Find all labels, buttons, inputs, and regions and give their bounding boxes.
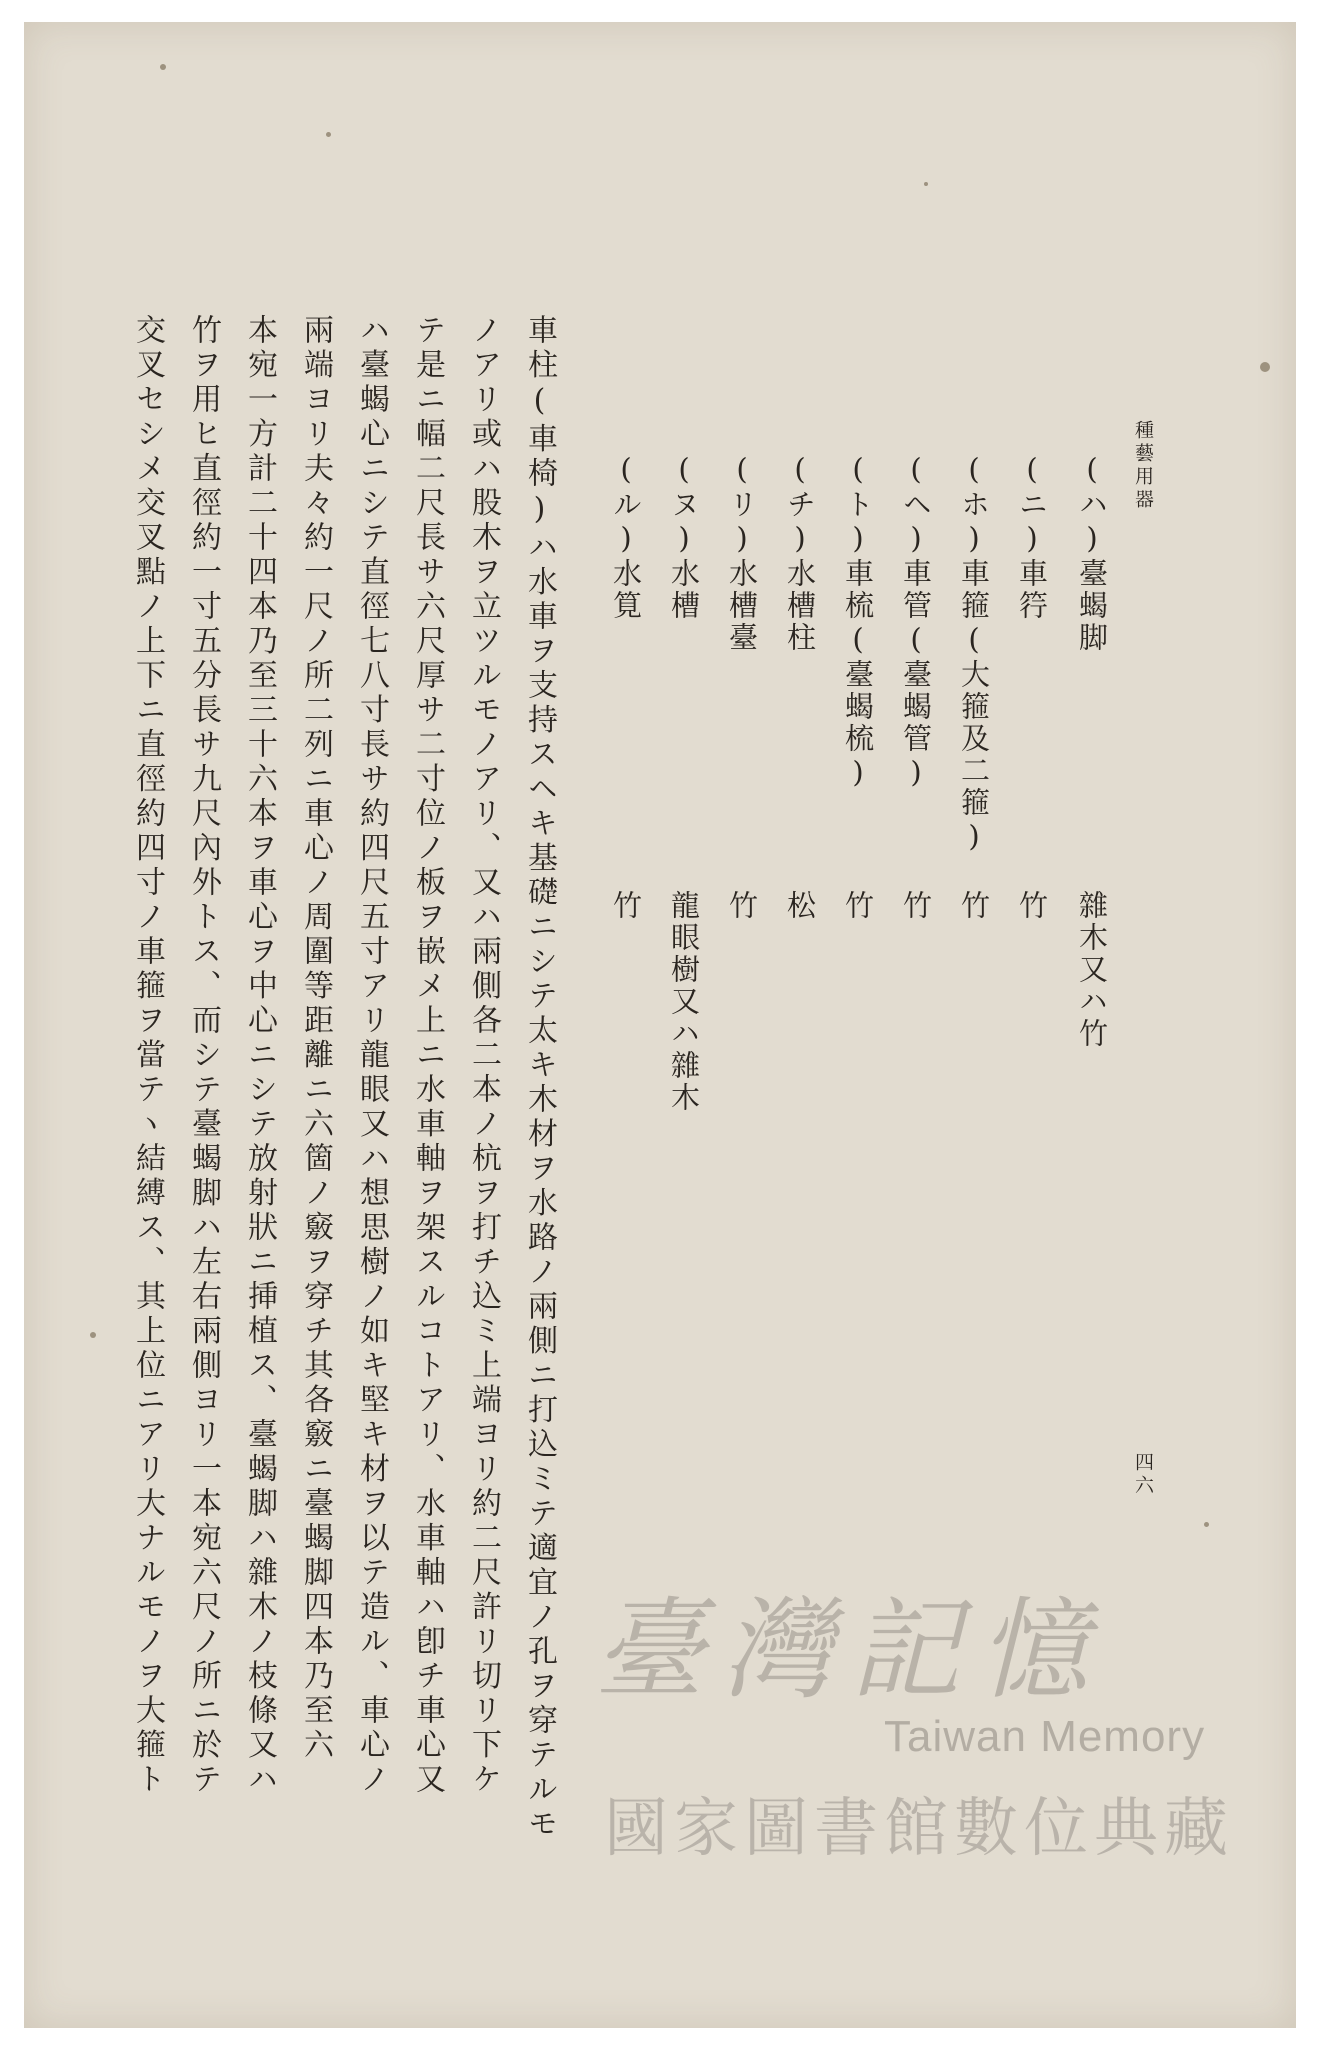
item-material: 竹 — [725, 890, 759, 922]
document-page — [24, 22, 1296, 2028]
item-name: (ホ)車箍(大箍及二箍) — [957, 452, 991, 856]
body-line: 竹ヲ用ヒ直徑約一寸五分長サ九尺內外トス、而シテ臺蝎脚ハ左右兩側ヨリ一本宛六尺ノ所ニ於テ — [186, 314, 221, 1798]
item-material: 雜木又ハ竹 — [1075, 890, 1109, 1050]
paper-speck — [924, 182, 928, 186]
body-line: ノアリ或ハ股木ヲ立ツルモノアリ、又ハ兩側各二本ノ杭ヲ打チ込ミ上端ヨリ約二尺許リ切リ下ケ — [466, 314, 501, 1798]
body-line: テ是ニ幅二尺長サ六尺厚サ二寸位ノ板ヲ嵌メ上ニ水車軸ヲ架スルコトアリ、水車軸ハ卽チ車心又 — [410, 314, 445, 1798]
item-name: (ト)車梳(臺蝎梳) — [841, 452, 875, 792]
item-material: 龍眼樹又ハ雜木 — [667, 890, 701, 1114]
body-line: 車柱(車椅)ハ水車ヲ支持スヘキ基礎ニシテ太キ木材ヲ水路ノ兩側ニ打込ミテ適宜ノ孔ヲ穿テルモ — [522, 314, 557, 1842]
paper-speck — [326, 132, 331, 137]
item-name: (チ)水槽柱 — [783, 452, 817, 654]
watermark — [584, 1562, 1284, 1892]
body-line: 本宛一方計二十四本乃至三十六本ヲ車心ヲ中心ニシテ放射狀ニ挿植ス、臺蝎脚ハ雜木ノ枝條又ハ — [242, 314, 277, 1798]
item-material: 竹 — [841, 890, 875, 922]
item-material: 竹 — [899, 890, 933, 922]
paper-speck — [1260, 362, 1270, 372]
paper-speck — [90, 1332, 96, 1338]
body-line: 兩端ヨリ夫々約一尺ノ所二列ニ車心ノ周圍等距離ニ六箇ノ竅ヲ穿チ其各竅ニ臺蝎脚四本乃至六 — [298, 314, 333, 1763]
watermark-title: 臺灣記憶 — [594, 1586, 1106, 1714]
page-number: 四六 — [1132, 1452, 1154, 1498]
running-title: 種藝用器 — [1132, 420, 1154, 512]
item-material: 竹 — [1015, 890, 1049, 922]
body-line: 交叉セシメ交叉點ノ上下ニ直徑約四寸ノ車箍ヲ當テヽ結縛ス、其上位ニアリ大ナルモノヲ大箍ト — [130, 314, 165, 1798]
body-line: ハ臺蝎心ニシテ直徑七八寸長サ約四尺五寸アリ龍眼又ハ想思樹ノ如キ堅キ材ヲ以テ造ル、車心ノ — [354, 314, 389, 1798]
item-material: 竹 — [957, 890, 991, 922]
watermark-english: Taiwan Memory — [884, 1712, 1206, 1761]
watermark-institution: 國家圖書館數位典藏 — [604, 1792, 1234, 1866]
item-material: 松 — [783, 890, 817, 922]
paper-speck — [1204, 1522, 1209, 1527]
item-name: (ヌ)水槽 — [667, 452, 701, 622]
item-name: (ル)水筧 — [609, 452, 643, 622]
item-name: (ヘ)車管(臺蝎管) — [899, 452, 933, 792]
item-material: 竹 — [609, 890, 643, 922]
item-name: (ニ)車筕 — [1015, 452, 1049, 622]
item-name: (ハ)臺蝎脚 — [1075, 452, 1109, 654]
paper-speck — [160, 64, 166, 70]
item-name: (リ)水槽臺 — [725, 452, 759, 654]
